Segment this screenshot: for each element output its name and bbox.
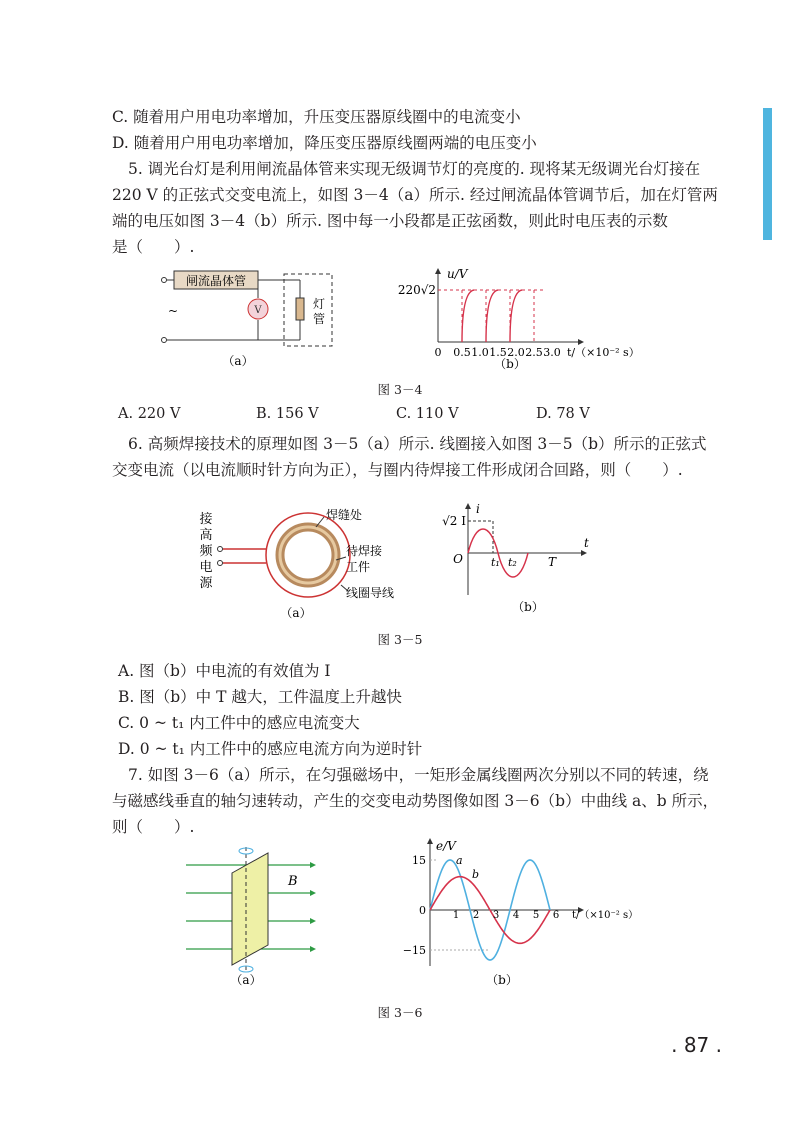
- q6-option-d: D. 0 ~ t₁ 内工件中的感应电流方向为逆时针: [118, 740, 423, 758]
- fig34-ylabel: u/V: [447, 267, 468, 281]
- fig34b-chart: [380, 262, 640, 370]
- page-number: . 87 .: [671, 1033, 722, 1057]
- fig35-T: T: [548, 555, 557, 569]
- fig35-ylabel: i: [476, 503, 480, 516]
- fig34a-label: （a）: [222, 354, 254, 368]
- option-c-prev: C. 随着用户用电功率增加，升压变压器原线圈中的电流变小: [112, 108, 521, 126]
- fig36-yneg15: −15: [402, 944, 426, 957]
- q6-option-a: A. 图（b）中电流的有效值为 I: [118, 662, 331, 680]
- curve-b-label: b: [472, 868, 480, 881]
- tick-1.0: 1.0: [471, 346, 489, 359]
- fig36-tick-1: 1: [452, 910, 460, 921]
- fig36-tick-4: 4: [512, 910, 520, 921]
- q6-line-1: 6. 高频焊接技术的原理如图 3－5（a）所示. 线圈接入如图 3－5（b）所示的正弦式: [128, 435, 707, 453]
- fig35b-chart: [438, 503, 598, 623]
- fig35-origin: O: [453, 552, 463, 566]
- ac-symbol: ~: [168, 304, 179, 318]
- fig35-t2: t₂: [508, 556, 517, 569]
- fig36-y15: 15: [412, 854, 426, 867]
- fig35-caption: 图 3－5: [377, 632, 423, 647]
- fig35-xlabel: t: [584, 536, 589, 550]
- fig36-caption: 图 3－6: [377, 1005, 423, 1020]
- fig35-t1: t₁: [491, 556, 500, 569]
- voltmeter: V: [254, 305, 262, 316]
- tick-2.0: 2.0: [507, 346, 525, 359]
- workpiece-label-2: 工件: [346, 560, 371, 574]
- fig36b-chart: [392, 838, 652, 990]
- fig36-tick-2: 2: [472, 910, 480, 921]
- q5-line-4: 是（ ）.: [112, 238, 195, 256]
- q5-option-a: A. 220 V: [118, 406, 181, 422]
- fig36-tick-6: 6: [552, 910, 560, 921]
- fig36-tick-5: 5: [532, 910, 540, 921]
- fig34b-label: （b）: [494, 357, 526, 370]
- fig36-ylabel: e/V: [436, 839, 456, 853]
- source-char-1: 接: [199, 512, 213, 527]
- fig35-peak: √2 I: [442, 514, 466, 528]
- q7-line-1: 7. 如图 3－6（a）所示，在匀强磁场中，一矩形金属线圈两次分别以不同的转速，绕: [128, 766, 709, 784]
- tick-2.5: 2.5: [525, 346, 543, 359]
- lamp-label-1: 灯: [312, 297, 326, 311]
- fig34-xlabel: t/（×10⁻² s）: [567, 346, 640, 359]
- curve-a-label: a: [456, 854, 463, 867]
- thyristor-label: 闸流晶体管: [185, 274, 247, 288]
- source-char-4: 电: [199, 560, 213, 575]
- q5-option-b: B. 156 V: [256, 406, 319, 422]
- fig35b-label: （b）: [512, 600, 544, 614]
- q5-option-c: C. 110 V: [396, 406, 459, 422]
- fig34-caption: 图 3－4: [377, 382, 423, 397]
- q6-line-2: 交变电流（以电流顺时针方向为正），与圈内待焊接工件形成闭合回路，则（ ）.: [112, 461, 683, 479]
- workpiece-label-1: 待焊接: [346, 544, 383, 558]
- source-char-5: 源: [199, 576, 213, 591]
- fig36-tick-3: 3: [492, 910, 500, 921]
- option-d-prev: D. 随着用户用电功率增加，降压变压器原线圈两端的电压变小: [112, 134, 537, 152]
- fig34-ypeak: 220√2: [397, 283, 436, 297]
- fig36-xlabel: t/（×10⁻² s）: [572, 910, 639, 921]
- fig36b-label: （b）: [486, 973, 518, 987]
- chapter-tab: [763, 108, 772, 240]
- fig35a-coil: [196, 505, 416, 623]
- source-char-3: 频: [199, 544, 213, 559]
- tick-1.5: 1.5: [489, 346, 507, 359]
- weld-label: 焊缝处: [326, 508, 363, 522]
- fig36-origin: 0: [419, 904, 426, 917]
- tick-0.5: 0.5: [453, 346, 471, 359]
- q7-line-3: 则（ ）.: [112, 818, 195, 836]
- coil-wire-label: 线圈导线: [346, 586, 395, 600]
- tick-3.0: 3.0: [543, 346, 561, 359]
- source-char-2: 高: [199, 528, 213, 543]
- q7-line-2: 与磁感线垂直的轴匀速转动，产生的交变电动势图像如图 3－6（b）中曲线 a、b 所示，: [112, 792, 719, 810]
- q5-option-d: D. 78 V: [536, 406, 590, 422]
- q5-line-1: 5. 调光台灯是利用闸流晶体管来实现无级调节灯的亮度的. 现将某无级调光台灯接在: [128, 160, 701, 178]
- fig36a-field: [182, 845, 332, 987]
- q6-option-c: C. 0 ~ t₁ 内工件中的感应电流变大: [118, 714, 360, 732]
- fig34a-circuit: [160, 268, 340, 370]
- fig36a-label: （a）: [230, 973, 262, 987]
- lamp-label-2: 管: [312, 312, 326, 326]
- q6-option-b: B. 图（b）中 T 越大，工件温度上升越快: [118, 688, 402, 706]
- fig35a-label: （a）: [280, 606, 312, 620]
- field-label: B: [288, 874, 298, 889]
- tick-0: 0: [434, 346, 442, 359]
- q5-line-3: 端的电压如图 3－4（b）所示. 图中每一小段都是正弦函数，则此时电压表的示数: [112, 212, 668, 230]
- q5-line-2: 220 V 的正弦式交变电流上，如图 3－4（a）所示. 经过闸流晶体管调节后，加在灯管两: [112, 186, 718, 204]
